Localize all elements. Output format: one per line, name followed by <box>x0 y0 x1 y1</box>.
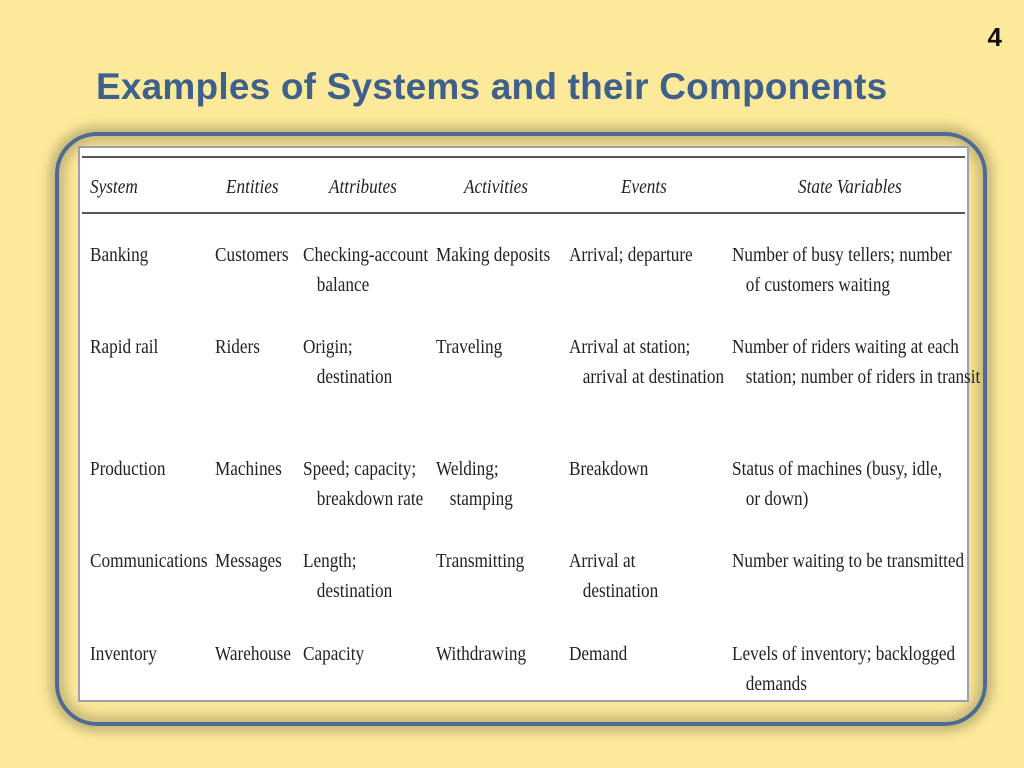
slide-title: Examples of Systems and their Components <box>96 66 888 107</box>
row-production-events: Breakdown <box>569 458 649 480</box>
row-communications-attributes <box>303 546 392 606</box>
row-inventory-state-variables <box>732 639 955 699</box>
state-line-2: or down) <box>745 488 809 510</box>
header-events: Events <box>621 176 667 198</box>
table-top-rule <box>82 156 965 158</box>
row-banking-entities: Customers <box>215 244 289 266</box>
row-communications-state-variables: Number waiting to be transmitted <box>732 550 965 572</box>
row-production-state-variables <box>732 454 942 514</box>
attr-line-1: Speed; capacity; <box>303 458 417 480</box>
events-line-1: Arrival at <box>569 550 636 572</box>
header-system: System <box>90 176 138 198</box>
events-line-2: arrival at destination <box>582 366 725 388</box>
state-line-2: station; number of riders in transit <box>745 366 981 388</box>
row-inventory-activities: Withdrawing <box>436 643 527 665</box>
header-activities: Activities <box>464 176 529 198</box>
row-banking-state-variables <box>732 240 952 300</box>
state-line-1: Number of busy tellers; number <box>732 244 952 266</box>
row-rapid-rail-entities: Riders <box>215 336 260 358</box>
row-production-activities <box>436 454 513 514</box>
row-banking-system: Banking <box>90 244 149 266</box>
row-inventory-events: Demand <box>569 643 628 665</box>
state-line-2: of customers waiting <box>745 274 891 296</box>
row-inventory-attributes: Capacity <box>303 643 365 665</box>
row-production-entities: Machines <box>215 458 282 480</box>
events-line-2: destination <box>582 580 659 602</box>
row-rapid-rail-events <box>569 332 724 392</box>
row-communications-system: Communications <box>90 550 208 572</box>
header-entities: Entities <box>226 176 279 198</box>
attr-line-1: Origin; <box>303 336 353 358</box>
attr-line-1: Checking-account <box>303 244 429 266</box>
row-banking-attributes <box>303 240 428 300</box>
state-line-1: Status of machines (busy, idle, <box>732 458 943 480</box>
attr-line-2: destination <box>316 366 393 388</box>
attr-line-1: Length; <box>303 550 357 572</box>
state-line-2: demands <box>745 673 807 695</box>
row-rapid-rail-activities: Traveling <box>436 336 503 358</box>
row-rapid-rail-attributes <box>303 332 392 392</box>
attr-line-2: destination <box>316 580 393 602</box>
row-communications-events <box>569 546 658 606</box>
row-communications-activities: Transmitting <box>436 550 525 572</box>
row-inventory-entities: Warehouse <box>215 643 291 665</box>
attr-line-2: breakdown rate <box>316 488 424 510</box>
events-line-1: Arrival at station; <box>569 336 691 358</box>
row-rapid-rail-system: Rapid rail <box>90 336 159 358</box>
row-communications-entities: Messages <box>215 550 282 572</box>
row-rapid-rail-state-variables <box>732 332 980 392</box>
row-production-system: Production <box>90 458 166 480</box>
row-banking-activities: Making deposits <box>436 244 551 266</box>
header-attributes: Attributes <box>329 176 397 198</box>
state-line-1: Levels of inventory; backlogged <box>732 643 956 665</box>
header-bottom-rule <box>82 212 965 214</box>
row-production-attributes <box>303 454 423 514</box>
state-line-1: Number of riders waiting at each <box>732 336 959 358</box>
header-state-variables: State Variables <box>798 176 902 198</box>
attr-line-2: balance <box>316 274 370 296</box>
activities-line-1: Welding; <box>436 458 499 480</box>
row-banking-events: Arrival; departure <box>569 244 693 266</box>
systems-table <box>78 146 981 702</box>
slide-number: 4 <box>987 22 1002 52</box>
row-inventory-system: Inventory <box>90 643 157 665</box>
activities-line-2: stamping <box>449 488 513 510</box>
